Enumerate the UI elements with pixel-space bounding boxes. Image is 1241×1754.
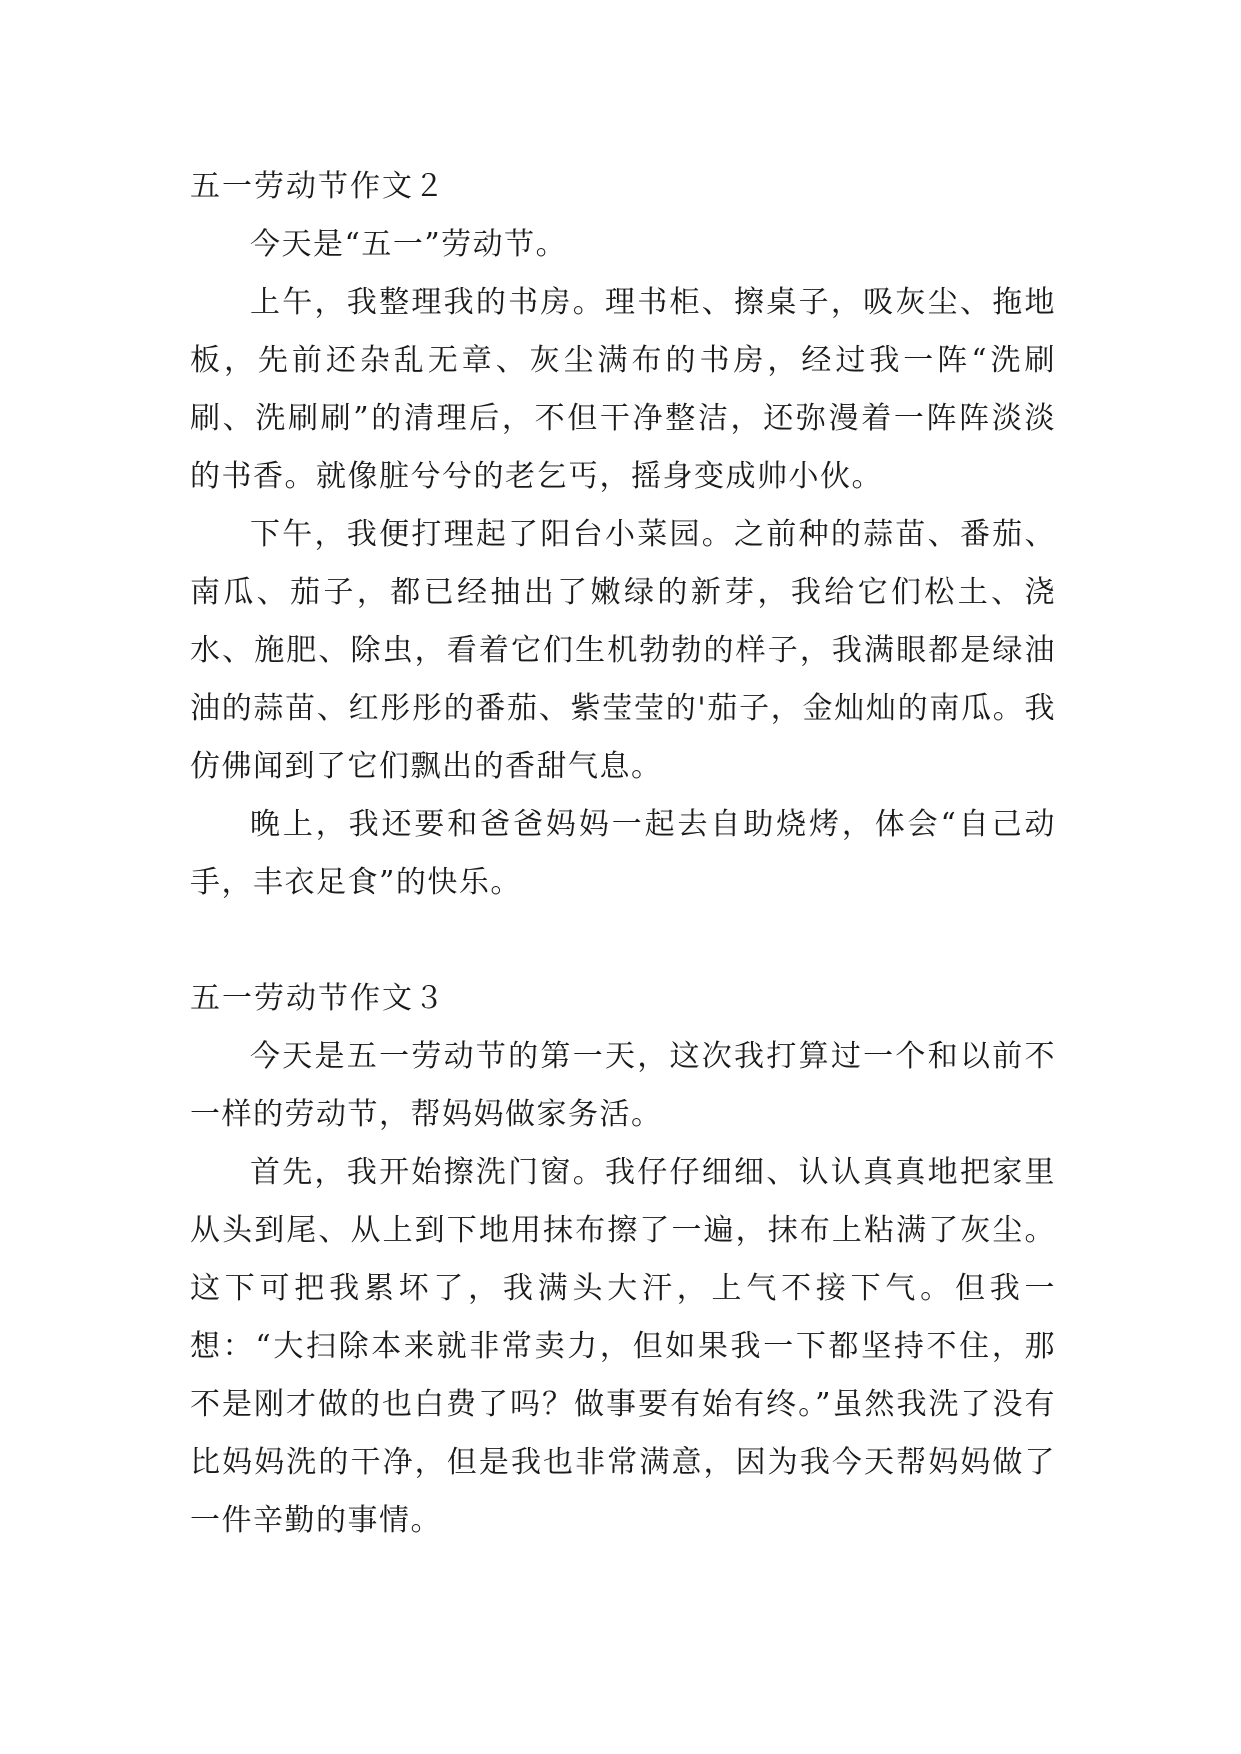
essay-paragraph: 晚上，我还要和爸爸妈妈一起去自助烧烤，体会“自己动手，丰衣足食”的快乐。 xyxy=(190,807,1056,900)
essay-paragraph: 首先，我开始擦洗门窗。我仔仔细细、认认真真地把家里从头到尾、从上到下地用抹布擦了一遍，抹布上粘满了灰尘。这下可把我累坏了，我满头大汗，上气不接下气。但我一想：“大扫除本来就非常卖力，但如果我一下都坚持不住，那不是刚才做的也白费了吗？做事要有始有终。”虽然我洗了没有比妈妈洗的干净，但是我也非常满意，因为我今天帮妈妈做了一件辛勤的事情。 xyxy=(190,1155,1056,1538)
essay-paragraph: 今天是“五一”劳动节。 xyxy=(250,227,568,262)
essay-title: 五一劳动节作文２ xyxy=(190,169,446,204)
essay-paragraph: 下午，我便打理起了阳台小菜园。之前种的蒜苗、番茄、南瓜、茄子，都已经抽出了嫩绿的新芽，我给它们松土、浇水、施肥、除虫，看着它们生机勃勃的样子，我满眼都是绿油油的蒜苗、红彤彤的番茄、紫莹莹的'茄子，金灿灿的南瓜。我仿佛闻到了它们飘出的香甜气息。 xyxy=(190,517,1056,784)
essay-2 xyxy=(190,158,1056,912)
essay-title: 五一劳动节作文３ xyxy=(190,981,446,1016)
essay-paragraph: 今天是五一劳动节的第一天，这次我打算过一个和以前不一样的劳动节，帮妈妈做家务活。 xyxy=(190,1039,1056,1132)
document-body xyxy=(190,158,1056,1550)
essay-paragraph: 上午，我整理我的书房。理书柜、擦桌子，吸灰尘、拖地板，先前还杂乱无章、灰尘满布的书房，经过我一阵“洗刷刷、洗刷刷”的清理后，不但干净整洁，还弥漫着一阵阵淡淡的书香。就像脏兮兮的老乞丐，摇身变成帅小伙。 xyxy=(190,285,1056,494)
essay-3 xyxy=(190,970,1056,1550)
